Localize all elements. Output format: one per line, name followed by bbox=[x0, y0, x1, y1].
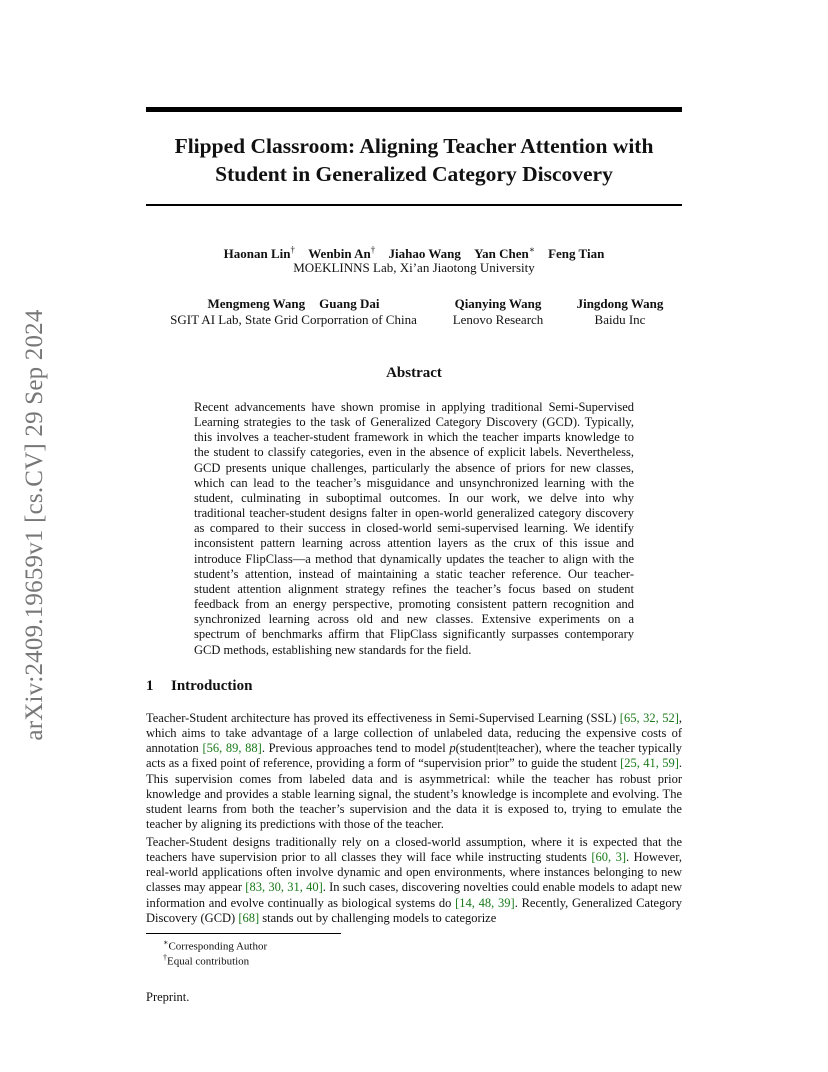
citation-link[interactable]: [25, 41, 59] bbox=[620, 756, 679, 771]
author-name: Haonan Lin† bbox=[223, 245, 296, 262]
abstract-text: Recent advancements have shown promise in applying traditional Semi-Supervised Learning strategies to the task of Generalized Category Discovery (GCD). Typically, this involves a teacher-student framework in which the teacher imparts knowledge to the student to classify categories, even in the absence of explicit labels. Nevertheless, GCD presents unique challenges, particularly the absence of priors for new classes, which can lead to the teacher’s misguidance and unsynchronized learning with the student, culminating in suboptimal outcomes. In our work, we delve into why traditional teacher-student designs falter in open-world generalized category discovery as compared to their success in closed-world semi-supervised learning. We identify inconsistent pattern learning across attention layers as the crux of this issue and introduce FlipClass—a method that dynamically updates the teacher to align with the student’s attention, instead of maintaining a static teacher reference. Our teacher-student attention alignment strategy refines the teacher’s focus based on student feedback from an energy perspective, promoting consistent pattern recognition and synchronized learning across old and new classes. Extensive experiments on a spectrum of benchmarks affirm that FlipClass significantly surpasses contemporary GCD methods, establishing new standards for the field. bbox=[194, 400, 634, 657]
author-names: Qianying Wang bbox=[454, 296, 542, 311]
author-block-baidu bbox=[560, 296, 680, 328]
citation-link[interactable]: [83, 30, 31, 40] bbox=[245, 880, 323, 895]
paragraph-text: , which aims to take advantage of a large collection of unlabeled data, reducing the expensive costs of annotation bbox=[146, 711, 682, 756]
intro-paragraph-1 bbox=[146, 711, 682, 832]
affiliation: Lenovo Research bbox=[452, 312, 544, 327]
preprint-label: Preprint. bbox=[146, 990, 190, 1004]
section-number: 1 bbox=[146, 678, 154, 694]
citation-link[interactable]: [56, 89, 88] bbox=[202, 741, 262, 756]
section-heading bbox=[146, 678, 252, 695]
author-block-lenovo bbox=[438, 296, 558, 328]
paragraph-text: . In such cases, discovering novelties could enable models to adapt new information and evolve continually as biological systems do bbox=[146, 880, 683, 910]
title-top-rule bbox=[146, 107, 682, 112]
section-title: Introduction bbox=[171, 678, 253, 694]
paragraph-text: . Recently, Generalized Category Discovery (GCD) bbox=[146, 895, 682, 925]
title-line-1: Flipped Classroom: Aligning Teacher Attention with bbox=[174, 134, 654, 158]
author-names: Jingdong Wang bbox=[576, 296, 664, 311]
footnote-equal-contribution: †Equal contribution bbox=[163, 953, 250, 968]
author-block-sgit bbox=[146, 296, 441, 328]
paragraph-text: (student|teacher), where the teacher typically acts as a fixed point of reference, providing a form of “supervision prior” to guide the student bbox=[146, 741, 683, 771]
intro-paragraph-2 bbox=[146, 835, 682, 926]
paragraph-text: Teacher-Student architecture has proved its effectiveness in Semi-Supervised Learning (SSL) bbox=[146, 711, 620, 725]
paragraph-text: Teacher-Student designs traditionally rely on a closed-world assumption, where it is expected that the teachers have supervision prior to all classes they will face while instructing students bbox=[146, 835, 682, 865]
citation-link[interactable]: [68] bbox=[238, 910, 260, 925]
author-name: Yan Chen∗ bbox=[474, 245, 535, 262]
paragraph-text: . However, real-world applications often involve dynamic and open environments, where instances belonging to new classes may appear bbox=[146, 850, 683, 895]
citation-link[interactable]: [14, 48, 39] bbox=[455, 895, 515, 910]
paragraph-text: . This supervision comes from labeled data and is asymmetrical: while the teacher has robust prior knowledge and provides a stable learning signal, the student’s knowledge is incomplete and evolving. The student learns from both the teacher’s supervision and the data it is exposed to, trying to emulate the teacher by aligning its predictions with those of the teacher. bbox=[146, 756, 682, 832]
title-bottom-rule bbox=[146, 204, 682, 206]
footnote-rule bbox=[146, 933, 341, 934]
affiliation-primary: MOEKLINNS Lab, Xi’an Jiaotong University bbox=[293, 260, 535, 275]
author-name: Wenbin An† bbox=[308, 245, 376, 262]
abstract-heading: Abstract bbox=[386, 365, 442, 381]
author-name: Jiahao Wang bbox=[388, 246, 461, 262]
paragraph-text: stands out by challenging models to categorize bbox=[259, 910, 497, 925]
footnote-corresponding: ∗Corresponding Author bbox=[163, 938, 268, 953]
paper-title bbox=[146, 132, 682, 188]
citation-link[interactable]: [65, 32, 52] bbox=[619, 711, 679, 725]
title-line-2: Student in Generalized Category Discovery bbox=[215, 162, 613, 186]
math-variable: p bbox=[449, 741, 456, 756]
author-name: Feng Tian bbox=[548, 246, 605, 262]
author-names: Mengmeng Wang Guang Dai bbox=[207, 296, 380, 311]
citation-link[interactable]: [60, 3] bbox=[591, 850, 626, 865]
affiliation: SGIT AI Lab, State Grid Corporration of China bbox=[170, 312, 417, 327]
arxiv-identifier: arXiv:2409.19659v1 [cs.CV] 29 Sep 2024 bbox=[21, 309, 48, 741]
paragraph-text: . Previous approaches tend to model bbox=[261, 741, 450, 756]
arxiv-stamp-wrapper bbox=[0, 287, 70, 763]
affiliation: Baidu Inc bbox=[594, 312, 646, 327]
